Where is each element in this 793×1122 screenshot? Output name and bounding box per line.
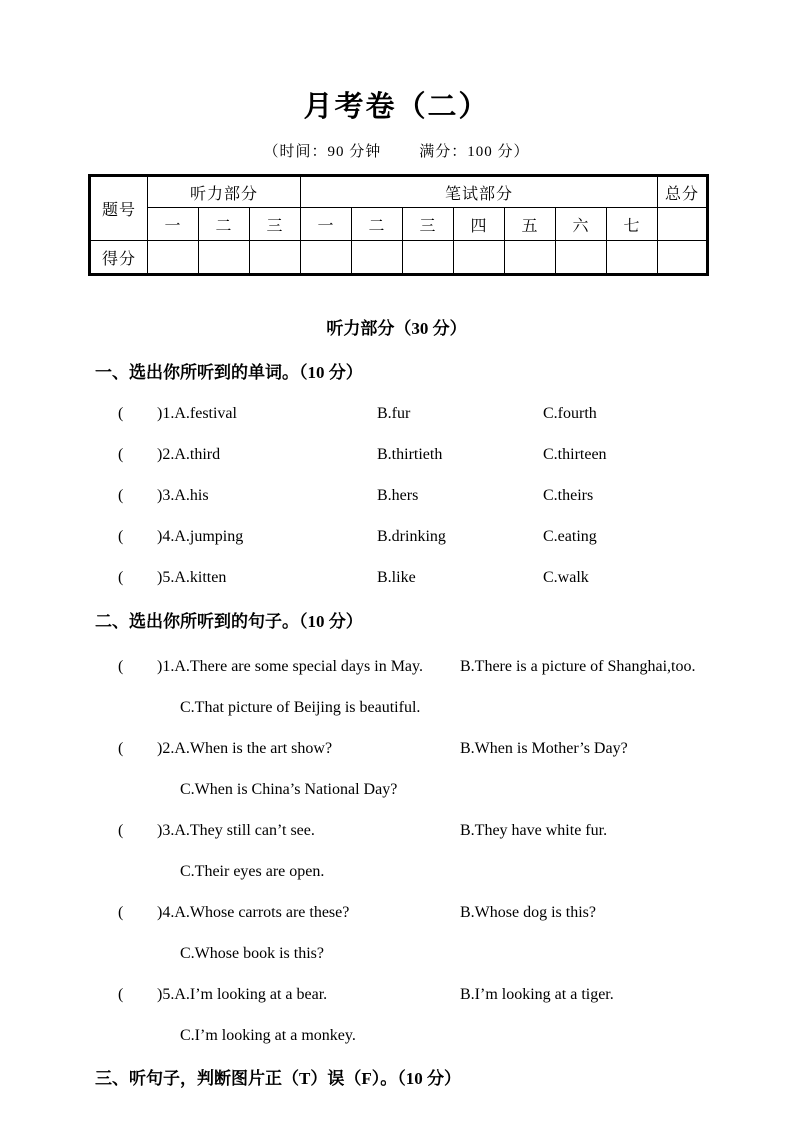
sentence-choice-item-4	[118, 893, 793, 934]
option-c: C.Their eyes are open.	[180, 863, 325, 881]
full-marks: 满分：100 分）	[419, 144, 530, 161]
score-cell	[505, 241, 556, 275]
total-score-label: 总分	[658, 176, 708, 208]
total-score-empty-cell	[658, 208, 708, 241]
written-col-1: 一	[301, 208, 352, 241]
word-choice-item-2	[118, 434, 793, 475]
option-b: B.fur	[377, 404, 411, 422]
option-b: B.drinking	[377, 527, 446, 545]
answer-blank: (	[118, 527, 124, 545]
option-c: C.eating	[543, 527, 597, 545]
score-cell	[403, 241, 454, 275]
sentence-choice-item-3	[118, 811, 793, 852]
answer-blank: (	[118, 740, 124, 758]
section3-heading: 三、听句子，判断图片正（T）误（F）。（10 分）	[95, 1068, 461, 1088]
answer-blank: (	[118, 486, 124, 504]
score-cell	[199, 241, 250, 275]
word-choice-item-5	[118, 557, 793, 598]
sentence-choice-item-2-option-c	[118, 770, 793, 811]
sentence-choice-item-1-option-c	[118, 688, 793, 729]
written-col-7: 七	[607, 208, 658, 241]
written-col-6: 六	[556, 208, 607, 241]
option-a: )1.A.There are some special days in May.	[157, 658, 423, 676]
option-c: C.When is China’s National Day?	[180, 781, 398, 799]
option-a: )5.A.I’m looking at a bear.	[157, 986, 328, 1004]
answer-blank: (	[118, 658, 124, 676]
option-a: )5.A.kitten	[157, 568, 227, 586]
score-cell	[352, 241, 403, 275]
written-part-label: 笔试部分	[301, 176, 658, 208]
listening-section-header: 听力部分（30 分）	[326, 319, 467, 339]
written-col-3: 三	[403, 208, 454, 241]
option-a: )2.A.third	[157, 445, 221, 463]
answer-blank: (	[118, 986, 124, 1004]
score-row-label: 得分	[90, 241, 148, 275]
listening-col-1: 一	[148, 208, 199, 241]
answer-blank: (	[118, 904, 124, 922]
option-a: )2.A.When is the art show?	[157, 740, 333, 758]
option-c: C.walk	[543, 568, 589, 586]
score-cell-total	[658, 241, 708, 275]
sentence-choice-item-4-option-c	[118, 934, 793, 975]
page-title: 月考卷（二）	[303, 91, 490, 123]
option-c: C.theirs	[543, 486, 594, 504]
listening-part-label: 听力部分	[148, 176, 301, 208]
written-col-5: 五	[505, 208, 556, 241]
answer-blank: (	[118, 822, 124, 840]
score-cell	[556, 241, 607, 275]
option-a: )3.A.his	[157, 486, 209, 504]
option-a: )1.A.festival	[157, 404, 237, 422]
option-c: C.That picture of Beijing is beautiful.	[180, 699, 421, 717]
option-b: B.thirtieth	[377, 445, 443, 463]
option-b: B.They have white fur.	[460, 822, 608, 840]
word-choice-item-1	[118, 393, 793, 434]
score-cell	[148, 241, 199, 275]
option-a: )4.A.jumping	[157, 527, 244, 545]
answer-blank: (	[118, 445, 124, 463]
sentence-choice-item-5	[118, 975, 793, 1016]
word-choice-item-4	[118, 516, 793, 557]
option-b: B.I’m looking at a tiger.	[460, 986, 614, 1004]
written-col-4: 四	[454, 208, 505, 241]
score-summary-table	[88, 174, 709, 276]
answer-blank: (	[118, 568, 124, 586]
option-c: C.I’m looking at a monkey.	[180, 1027, 356, 1045]
option-b: B.hers	[377, 486, 419, 504]
listening-col-2: 二	[199, 208, 250, 241]
score-cell	[454, 241, 505, 275]
section2-items	[118, 647, 793, 1057]
score-cell	[250, 241, 301, 275]
exam-meta	[0, 140, 793, 161]
option-a: )3.A.They still can’t see.	[157, 822, 315, 840]
score-cell	[607, 241, 658, 275]
sentence-choice-item-3-option-c	[118, 852, 793, 893]
option-b: B.like	[377, 568, 416, 586]
score-cell	[301, 241, 352, 275]
sentence-choice-item-2	[118, 729, 793, 770]
written-col-2: 二	[352, 208, 403, 241]
corner-question-number-label: 题号	[90, 176, 148, 241]
answer-blank: (	[118, 404, 124, 422]
sentence-choice-item-1	[118, 647, 793, 688]
sentence-choice-item-5-option-c	[118, 1016, 793, 1057]
section2-heading: 二、选出你所听到的句子。（10 分）	[95, 612, 363, 632]
option-a: )4.A.Whose carrots are these?	[157, 904, 350, 922]
option-b: B.Whose dog is this?	[460, 904, 596, 922]
section1-items	[118, 393, 793, 598]
option-b: B.When is Mother’s Day?	[460, 740, 628, 758]
word-choice-item-3	[118, 475, 793, 516]
listening-col-3: 三	[250, 208, 301, 241]
option-c: C.Whose book is this?	[180, 945, 324, 963]
option-c: C.fourth	[543, 404, 597, 422]
option-c: C.thirteen	[543, 445, 607, 463]
option-b: B.There is a picture of Shanghai,too.	[460, 658, 696, 676]
section1-heading: 一、选出你所听到的单词。（10 分）	[95, 362, 363, 382]
time-limit: （时间：90 分钟	[263, 144, 382, 161]
